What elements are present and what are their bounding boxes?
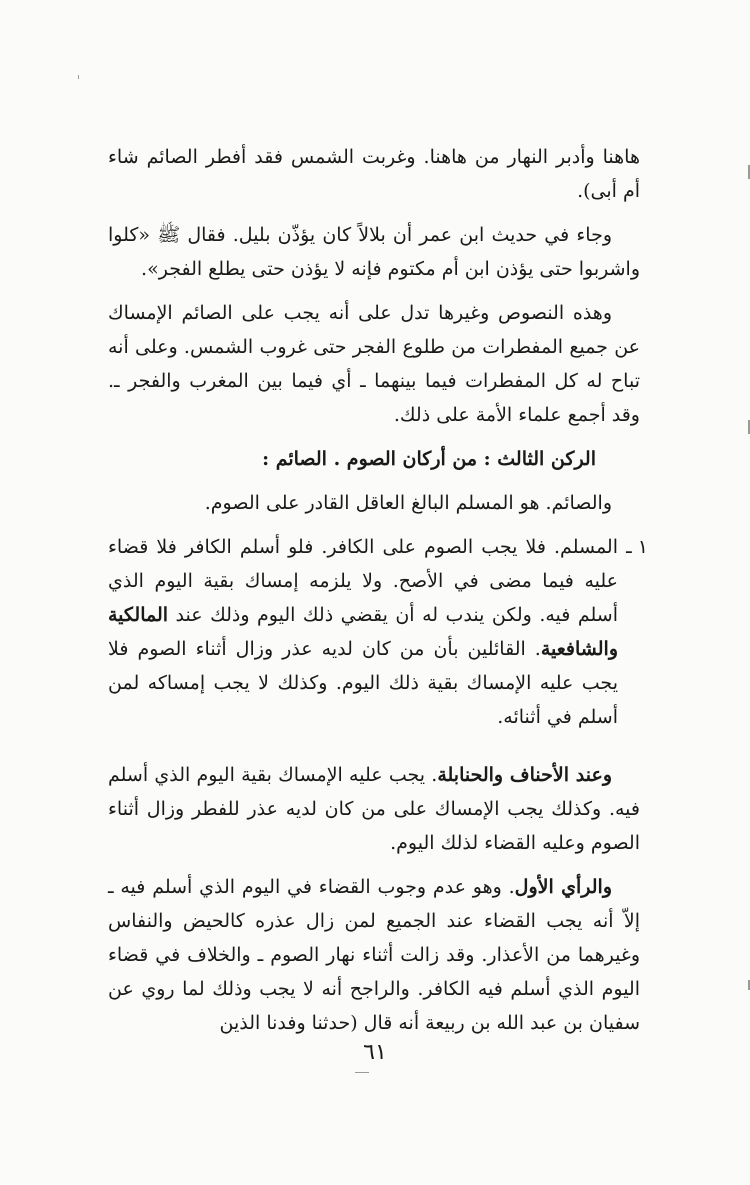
item-text-continued: . القائلين بأن من كان لديه عذر وزال أثناء الصوم فلا يجب عليه الإمساك بقية ذلك اليوم. وكذلك لا يجب إمساكه لمن أسلم في أثنائه. [108,638,618,728]
paragraph-continuation: هاهنا وأدبر النهار من هاهنا. وغربت الشمس فقد أفطر الصائم شاء أم أبى). [108,146,640,202]
paragraph-hanafi-hanbali [108,758,640,860]
paragraph-text: . وهو عدم وجوب القضاء في اليوم الذي أسلم فيه ـ إلاّ أنه يجب القضاء عند الجميع لمن زال عذره كالحيض والنفاس وغيرهما من الأعذار. وقد زالت أثناء نهار الصوم ـ والخلاف في قضاء اليوم الذي أسلم فيه الكافر. والراجح أنه لا يجب وذلك لما روي عن سفيان بن عبد الله بن ربيعة أنه قال (حدثنا وفدنا الذين [108,876,640,1034]
paragraph-evidence: وهذه النصوص وغيرها تدل على أنه يجب على الصائم الإمساك عن جميع المفطرات من طلوع الفجر حتى غروب الشمس. وعلى أنه تباح له كل المفطرات فيما بينهما ـ أي فيما بين المغرب والفجر ـ. وقد أجمع علماء الأمة على ذلك. [108,302,640,426]
body-text [108,140,648,1050]
paragraph-hadith: وجاء في حديث ابن عمر أن بلالاً كان يؤذّن بليل. فقال ﷺ «كلوا واشربوا حتى يؤذن ابن أم مكتوم فإنه لا يؤذن حتى يطلع الفجر». [108,224,640,280]
paragraph-bold-lead: والرأي الأول [514,876,612,898]
page-number: ٦١ [363,1040,387,1065]
paragraph-text: . يجب عليه الإمساك بقية اليوم الذي أسلم فيه. وكذلك يجب الإمساك على من كان لديه عذر للفطر وزال أثناء الصوم وعليه القضاء لذلك اليوم. [108,764,640,854]
paragraph-definition: والصائم. هو المسلم البالغ العاقل القادر على الصوم. [204,492,612,514]
numbered-item-1 [108,530,648,734]
item-number: ١ ـ [626,536,648,558]
paragraph-first-opinion [108,870,640,1040]
paragraph-bold-lead: وعند الأحناف والحنابلة [437,764,613,786]
scan-speck [355,1072,369,1073]
scan-speck [78,75,79,79]
section-heading [108,442,640,476]
item-bold-text: المالكية والشافعية [108,604,618,660]
section-heading-text: الركن الثالث : من أركان الصوم . الصائم : [262,448,596,470]
item-text: المسلم. فلا يجب الصوم على الكافر. فلو أسلم الكافر فلا قضاء عليه فيما مضى في الأصح. ولا يلزمه إمساك بقية اليوم الذي أسلم فيه. ولكن يندب له أن يقضي ذلك اليوم وذلك عند [108,536,618,626]
